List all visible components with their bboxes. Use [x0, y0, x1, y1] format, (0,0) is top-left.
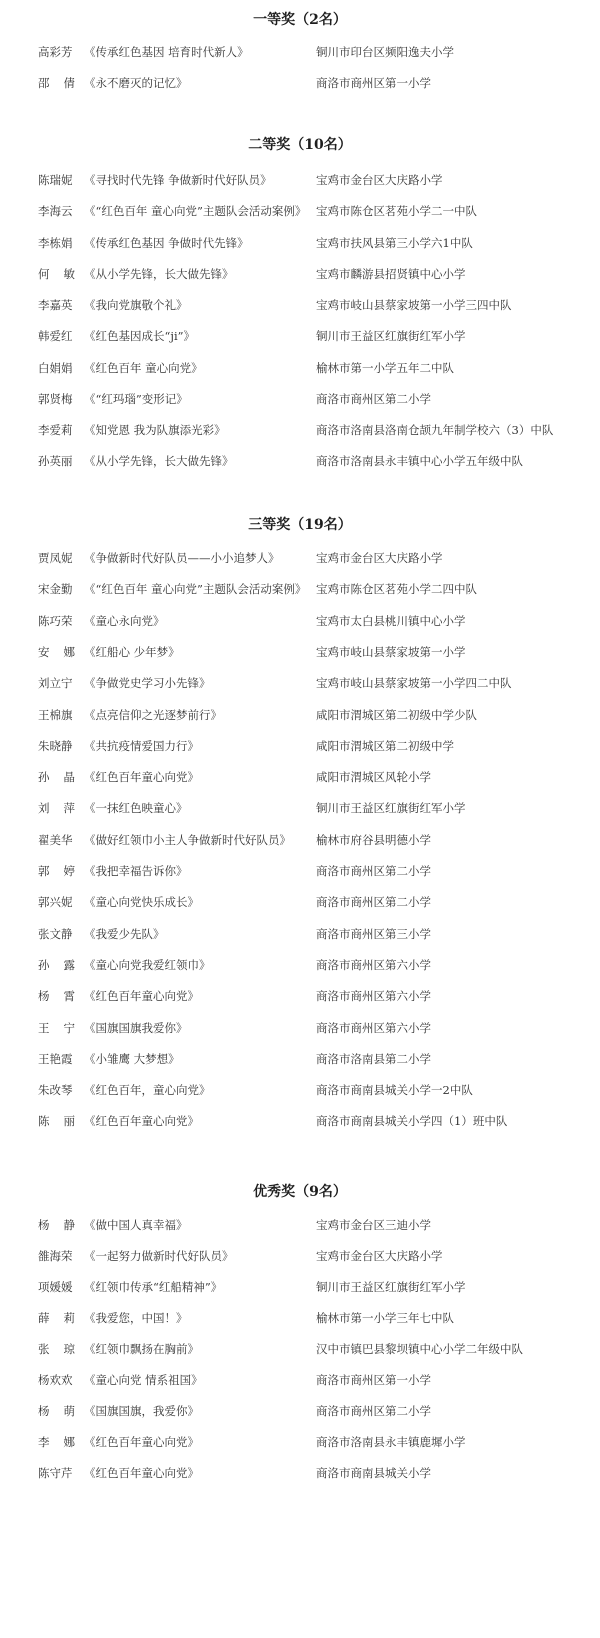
work-title: 《共抗疫情爱国力行》	[84, 739, 199, 753]
school-name: 榆林市第一小学五年二中队	[316, 361, 454, 375]
school-name: 宝鸡市岐山县蔡家坡第一小学	[316, 645, 466, 659]
award-row	[0, 1402, 600, 1420]
award-row	[0, 171, 600, 189]
work-title: 《红领巾飘扬在胸前》	[84, 1342, 199, 1356]
award-row	[0, 643, 600, 661]
award-row	[0, 296, 600, 314]
winner-name: 高彩芳	[38, 45, 73, 59]
work-title: 《红色百年童心向党》	[84, 1435, 199, 1449]
work-title: 《小雏鹰 大梦想》	[84, 1052, 180, 1066]
winner-name: 邵倩	[38, 76, 89, 90]
award-row	[0, 580, 600, 598]
award-row	[0, 1433, 600, 1451]
award-row	[0, 1081, 600, 1099]
school-name: 商洛市商州区第一小学	[316, 76, 431, 90]
winner-name: 陈丽	[38, 1114, 89, 1128]
award-row	[0, 327, 600, 345]
winner-name: 陈守芹	[38, 1466, 73, 1480]
winner-name: 朱晓静	[38, 739, 73, 753]
award-row	[0, 549, 600, 567]
winner-name: 孙英丽	[38, 454, 73, 468]
work-title: 《点亮信仰之光逐梦前行》	[84, 708, 222, 722]
winner-name: 安娜	[38, 645, 89, 659]
school-name: 宝鸡市岐山县蔡家坡第一小学四二中队	[316, 676, 512, 690]
winner-name: 孙露	[38, 958, 89, 972]
award-row	[0, 390, 600, 408]
award-row	[0, 831, 600, 849]
work-title: 《我向党旗敬个礼》	[84, 298, 188, 312]
school-name: 咸阳市渭城区第二初级中学少队	[316, 708, 477, 722]
work-title: 《争做新时代好队员——小小追梦人》	[84, 551, 280, 565]
winner-name: 王宁	[38, 1021, 89, 1035]
work-title: 《“红色百年 童心向党”主题队会活动案例》	[84, 582, 307, 596]
work-title: 《红领巾传承“红船精神”》	[84, 1280, 223, 1294]
school-name: 商洛市商州区第二小学	[316, 864, 431, 878]
winner-name: 李爱莉	[38, 423, 73, 437]
work-title: 《传承红色基因 培育时代新人》	[84, 45, 249, 59]
school-name: 商洛市商州区第六小学	[316, 989, 431, 1003]
school-name: 咸阳市渭城区风轮小学	[316, 770, 431, 784]
work-title: 《红色百年童心向党》	[84, 770, 199, 784]
award-row	[0, 799, 600, 817]
winner-name: 薛莉	[38, 1311, 89, 1325]
award-row	[0, 612, 600, 630]
work-title: 《寻找时代先锋 争做新时代好队员》	[84, 173, 272, 187]
school-name: 宝鸡市金台区三迪小学	[316, 1218, 431, 1232]
work-title: 《红色百年童心向党》	[84, 1114, 199, 1128]
school-name: 商洛市商南县城关小学一2中队	[316, 1083, 473, 1097]
award-row	[0, 1216, 600, 1234]
school-name: 铜川市王益区红旗街红军小学	[316, 329, 466, 343]
winner-name: 贾凤妮	[38, 551, 73, 565]
winner-name: 李嘉英	[38, 298, 73, 312]
winner-name: 郭兴妮	[38, 895, 73, 909]
winner-name: 李娜	[38, 1435, 89, 1449]
work-title: 《童心向党快乐成长》	[84, 895, 199, 909]
award-row	[0, 1464, 600, 1482]
work-title: 《从小学先锋，长大做先锋》	[84, 454, 234, 468]
school-name: 商洛市商南县城关小学四（1）班中队	[316, 1114, 508, 1128]
winner-name: 韩爱红	[38, 329, 73, 343]
work-title: 《童心永向党》	[84, 614, 165, 628]
school-name: 铜川市王益区红旗街红军小学	[316, 801, 466, 815]
school-name: 商洛市商州区第二小学	[316, 895, 431, 909]
award-row	[0, 74, 600, 92]
school-name: 宝鸡市陈仓区茗苑小学二一中队	[316, 204, 477, 218]
work-title: 《红色百年童心向党》	[84, 989, 199, 1003]
award-row	[0, 893, 600, 911]
winner-name: 杨欢欢	[38, 1373, 73, 1387]
winner-name: 何敏	[38, 267, 89, 281]
work-title: 《国旗国旗我爱你》	[84, 1021, 188, 1035]
award-row	[0, 234, 600, 252]
school-name: 宝鸡市麟游县招贤镇中心小学	[316, 267, 466, 281]
winner-name: 郭贤梅	[38, 392, 73, 406]
award-row	[0, 1247, 600, 1265]
work-title: 《永不磨灭的记忆》	[84, 76, 188, 90]
winner-name: 雒海荣	[38, 1249, 73, 1263]
winner-name: 郭婷	[38, 864, 89, 878]
school-name: 咸阳市渭城区第二初级中学	[316, 739, 454, 753]
work-title: 《从小学先锋，长大做先锋》	[84, 267, 234, 281]
school-name: 商洛市洛南县第二小学	[316, 1052, 431, 1066]
winner-name: 宋金勤	[38, 582, 73, 596]
work-title: 《我爱您，中国！》	[84, 1311, 188, 1325]
winner-name: 王棉旗	[38, 708, 73, 722]
award-row	[0, 1340, 600, 1358]
award-row	[0, 1019, 600, 1037]
section-title: 一等奖（2名）	[253, 12, 347, 28]
winner-name: 杨静	[38, 1218, 89, 1232]
school-name: 宝鸡市扶风县第三小学六1中队	[316, 236, 473, 250]
award-row	[0, 1112, 600, 1130]
winner-name: 刘立宁	[38, 676, 73, 690]
school-name: 商洛市商南县城关小学	[316, 1466, 431, 1480]
award-row	[0, 265, 600, 283]
work-title: 《做好红领巾小主人争做新时代好队员》	[84, 833, 291, 847]
section-title: 优秀奖（9名）	[253, 1184, 347, 1200]
work-title: 《国旗国旗，我爱你》	[84, 1404, 199, 1418]
winner-name: 李栋娟	[38, 236, 73, 250]
award-row	[0, 987, 600, 1005]
school-name: 宝鸡市陈仓区茗苑小学二四中队	[316, 582, 477, 596]
winner-name: 李海云	[38, 204, 73, 218]
winner-name: 王艳霞	[38, 1052, 73, 1066]
award-row	[0, 359, 600, 377]
winner-name: 刘萍	[38, 801, 89, 815]
winner-name: 杨霄	[38, 989, 89, 1003]
award-row	[0, 1278, 600, 1296]
school-name: 铜川市印台区频阳逸夫小学	[316, 45, 454, 59]
award-row	[0, 202, 600, 220]
work-title: 《做中国人真幸福》	[84, 1218, 188, 1232]
school-name: 商洛市商州区第二小学	[316, 1404, 431, 1418]
award-row	[0, 1050, 600, 1068]
work-title: 《童心向党 情系祖国》	[84, 1373, 203, 1387]
award-row	[0, 768, 600, 786]
award-row	[0, 674, 600, 692]
work-title: 《“红玛瑙”变形记》	[84, 392, 188, 406]
school-name: 商洛市商州区第二小学	[316, 392, 431, 406]
work-title: 《红色基因成长“ji”》	[84, 329, 196, 343]
winner-name: 陈瑞妮	[38, 173, 73, 187]
school-name: 宝鸡市金台区大庆路小学	[316, 1249, 443, 1263]
school-name: 宝鸡市岐山县蔡家坡第一小学三四中队	[316, 298, 512, 312]
award-row	[0, 421, 600, 439]
work-title: 《一抹红色映童心》	[84, 801, 188, 815]
school-name: 宝鸡市金台区大庆路小学	[316, 173, 443, 187]
work-title: 《传承红色基因 争做时代先锋》	[84, 236, 249, 250]
winner-name: 项媛媛	[38, 1280, 73, 1294]
school-name: 铜川市王益区红旗街红军小学	[316, 1280, 466, 1294]
winner-name: 张文静	[38, 927, 73, 941]
award-row	[0, 706, 600, 724]
school-name: 商洛市洛南县洛南仓颉九年制学校六（3）中队	[316, 423, 554, 437]
work-title: 《“红色百年 童心向党”主题队会活动案例》	[84, 204, 307, 218]
award-row	[0, 1309, 600, 1327]
winner-name: 朱改琴	[38, 1083, 73, 1097]
winner-name: 张琼	[38, 1342, 89, 1356]
work-title: 《红船心 少年梦》	[84, 645, 180, 659]
school-name: 榆林市第一小学三年七中队	[316, 1311, 454, 1325]
winner-name: 翟美华	[38, 833, 73, 847]
work-title: 《童心向党我爱红领巾》	[84, 958, 211, 972]
school-name: 商洛市商州区第一小学	[316, 1373, 431, 1387]
winner-name: 陈巧荣	[38, 614, 73, 628]
award-row	[0, 925, 600, 943]
winner-name: 白娟娟	[38, 361, 73, 375]
work-title: 《红色百年童心向党》	[84, 1466, 199, 1480]
work-title: 《红色百年 童心向党》	[84, 361, 203, 375]
school-name: 汉中市镇巴县黎坝镇中心小学二年级中队	[316, 1342, 523, 1356]
award-row	[0, 1371, 600, 1389]
winner-name: 杨萌	[38, 1404, 89, 1418]
school-name: 商洛市洛南县永丰镇鹿墀小学	[316, 1435, 466, 1449]
award-row	[0, 862, 600, 880]
work-title: 《知党恩 我为队旗添光彩》	[84, 423, 226, 437]
award-row	[0, 43, 600, 61]
award-row	[0, 452, 600, 470]
award-row	[0, 737, 600, 755]
school-name: 商洛市洛南县永丰镇中心小学五年级中队	[316, 454, 523, 468]
work-title: 《一起努力做新时代好队员》	[84, 1249, 234, 1263]
school-name: 宝鸡市金台区大庆路小学	[316, 551, 443, 565]
work-title: 《我爱少先队》	[84, 927, 165, 941]
section-title: 三等奖（19名）	[248, 517, 352, 533]
school-name: 宝鸡市太白县桃川镇中心小学	[316, 614, 466, 628]
school-name: 商洛市商州区第三小学	[316, 927, 431, 941]
school-name: 榆林市府谷县明德小学	[316, 833, 431, 847]
section-title: 二等奖（10名）	[248, 137, 352, 153]
award-row	[0, 956, 600, 974]
winner-name: 孙晶	[38, 770, 89, 784]
school-name: 商洛市商州区第六小学	[316, 958, 431, 972]
work-title: 《我把幸福告诉你》	[84, 864, 188, 878]
work-title: 《争做党史学习小先锋》	[84, 676, 211, 690]
work-title: 《红色百年，童心向党》	[84, 1083, 211, 1097]
school-name: 商洛市商州区第六小学	[316, 1021, 431, 1035]
